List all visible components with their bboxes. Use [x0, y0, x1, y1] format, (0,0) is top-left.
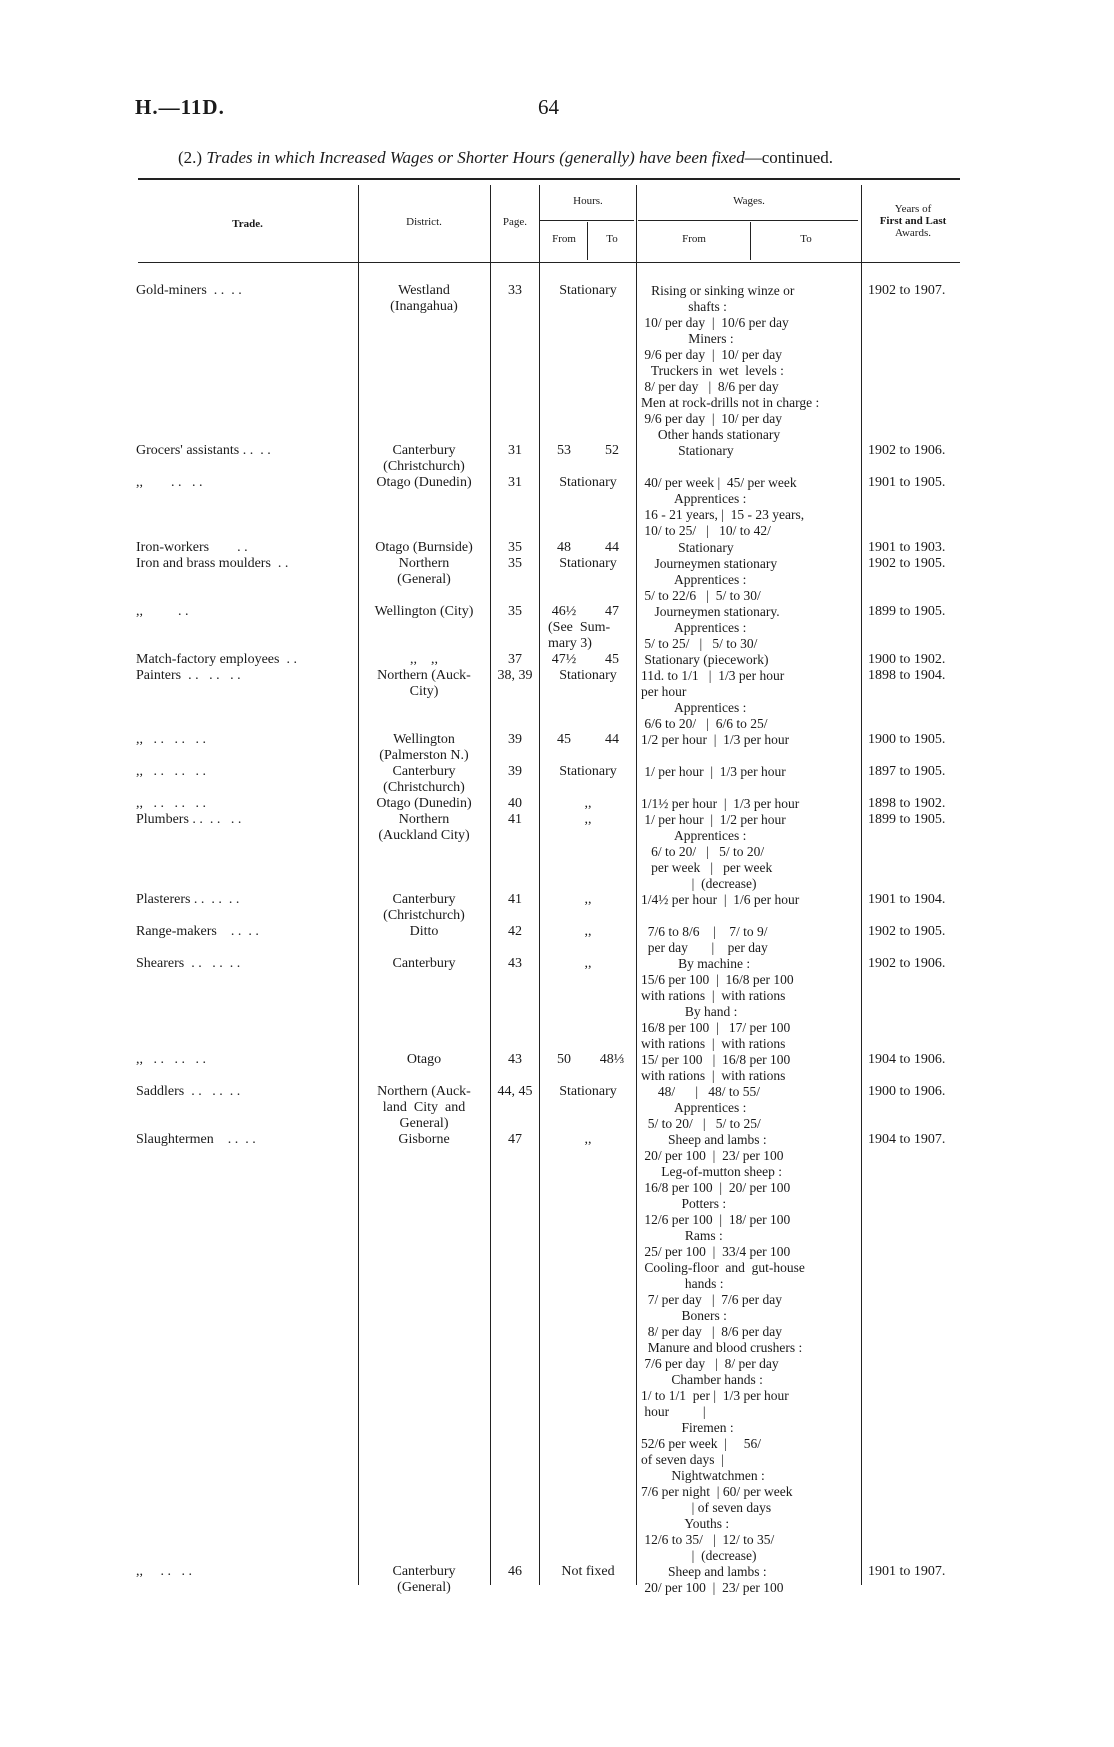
page-cell: 40: [508, 796, 522, 811]
district-cell: Ditto: [409, 924, 439, 939]
hours-to-cell: 44: [605, 540, 619, 555]
trade-cell: ,, . . . . . .: [136, 732, 206, 747]
header-years: [863, 203, 963, 239]
header-hours: Hours.: [573, 195, 603, 207]
wages-cell: 48/ | 48/ to 55/ Apprentices : 5/ to 20/ | 5/ to 25/: [647, 1084, 761, 1131]
hours-cell: ,,: [584, 956, 592, 971]
trade-cell: Shearers . . . . . .: [136, 956, 241, 971]
page-cell: 41: [508, 892, 522, 907]
district-cell: Gisborne: [398, 1132, 450, 1147]
header-years-line1: Years of: [894, 203, 932, 215]
wages-cell: 1/1½ per hour | 1/3 per hour: [641, 796, 800, 811]
years-cell: 1902 to 1905.: [868, 924, 946, 939]
hours-cell: Stationary: [559, 1084, 617, 1099]
district-cell: Northern (Auck- land City and General): [377, 1084, 471, 1131]
trade-cell: ,, . . . . . .: [136, 796, 206, 811]
page-cell: 46: [508, 1564, 522, 1579]
document-code: H.—11D.: [135, 95, 225, 119]
wages-cell: 1/4½ per hour | 1/6 per hour: [641, 892, 800, 907]
col-rule-4: [636, 185, 637, 1585]
wages-split-rule: [750, 222, 751, 260]
trade-cell: Iron and brass moulders . .: [136, 556, 289, 571]
page-cell: 35: [508, 540, 522, 555]
page-number: 64: [538, 95, 559, 119]
trade-cell: Iron-workers . .: [136, 540, 248, 555]
wages-cell: 1/2 per hour | 1/3 per hour: [641, 732, 790, 747]
district-cell: Wellington (Palmerston N.): [379, 732, 469, 763]
wages-cell: Stationary: [641, 443, 734, 458]
hours-cell: Stationary: [559, 475, 617, 490]
district-cell: Westland (Inangahua): [390, 283, 458, 314]
hours-from-cell: 50: [557, 1052, 571, 1067]
header-years-line3: Awards.: [895, 227, 931, 239]
hours-note-cell: (See Sum- mary 3): [548, 620, 611, 651]
years-cell: 1901 to 1905.: [868, 475, 946, 490]
page-cell: 33: [508, 283, 522, 298]
district-cell: Canterbury: [392, 956, 456, 971]
header-wages-from: From: [682, 233, 706, 245]
wages-cell: 1/ per hour | 1/3 per hour: [641, 764, 786, 779]
wages-cell: Journeymen stationary. Apprentices : 5/ to 25/ | 5/ to 30/: [644, 604, 780, 651]
page-cell: 39: [508, 732, 522, 747]
years-cell: 1901 to 1907.: [868, 1564, 946, 1579]
wages-cell: Sheep and lambs : 20/ per 100 | 23/ per 100: [644, 1564, 784, 1595]
hours-cell: ,,: [584, 892, 592, 907]
hours-cell: Stationary: [559, 764, 617, 779]
page-cell: 42: [508, 924, 522, 939]
col-rule-5: [861, 185, 862, 1585]
wages-cell: Stationary: [641, 540, 734, 555]
page-cell: 43: [508, 956, 522, 971]
trade-cell: Painters . . . . . .: [136, 668, 241, 683]
hours-cell: ,,: [584, 1132, 592, 1147]
district-cell: Wellington (City): [374, 604, 474, 619]
years-cell: 1902 to 1906.: [868, 956, 946, 971]
district-cell: Northern (Auck- City): [377, 668, 471, 699]
hours-cell: Stationary: [559, 668, 617, 683]
district-cell: Otago: [406, 1052, 442, 1067]
trade-cell: Range-makers . . . .: [136, 924, 259, 939]
title-italic: Trades in which Increased Wages or Shorter Hours (generally) have been fixed: [206, 148, 745, 167]
header-hours-from: From: [552, 233, 576, 245]
hours-to-cell: 44: [605, 732, 619, 747]
header-wages-to: To: [800, 233, 812, 245]
hours-cell: Stationary: [559, 283, 617, 298]
title-suffix: —continued.: [744, 148, 834, 167]
wages-cell: 40/ per week | 45/ per week Apprentices : 16 - 21 years, | 15 - 23 years, 10/ to 25/ | 10/ to 42/: [644, 475, 805, 538]
trade-cell: Saddlers . . . . . .: [136, 1084, 241, 1099]
hours-from-cell: 47½: [551, 652, 577, 667]
years-cell: 1900 to 1906.: [868, 1084, 946, 1099]
page-cell: 31: [508, 443, 522, 458]
col-rule-3: [539, 185, 540, 1585]
wages-cell: By machine : 15/6 per 100 | 16/8 per 100 with rations | with rations By hand : 16/8 per 100 | 17/ per 100 with rations | with rations: [641, 956, 794, 1051]
trade-cell: Grocers' assistants . . . .: [136, 443, 271, 458]
trade-cell: Gold-miners . . . .: [136, 283, 242, 298]
col-rule-1: [358, 185, 359, 1585]
years-cell: 1904 to 1906.: [868, 1052, 946, 1067]
page-cell: 37: [508, 652, 522, 667]
wages-cell: Rising or sinking winze or shafts : 10/ per day | 10/6 per day Miners : 9/6 per day | 10/ per day Truckers in wet levels : 8/ per day | 8/6 per day Men at rock-drills not in charge : 9/6 per day | 10/ per day Other hands stationary: [641, 283, 820, 442]
years-cell: 1902 to 1905.: [868, 556, 946, 571]
hours-from-cell: 53: [557, 443, 571, 458]
years-cell: 1904 to 1907.: [868, 1132, 946, 1147]
hours-from-cell: 46½: [551, 604, 577, 619]
district-cell: Otago (Burnside): [375, 540, 473, 555]
district-cell: Canterbury (General): [392, 1564, 456, 1595]
trade-cell: Plasterers . . . . . .: [136, 892, 240, 907]
trade-cell: Slaughtermen . . . .: [136, 1132, 256, 1147]
trade-cell: ,, . . . . . .: [136, 764, 206, 779]
col-rule-2: [490, 185, 491, 1585]
table-top-rule: [138, 178, 960, 180]
years-cell: 1899 to 1905.: [868, 812, 946, 827]
district-cell: Canterbury (Christchurch): [383, 892, 465, 923]
hours-to-cell: 45: [605, 652, 619, 667]
district-cell: ,, ,,: [410, 652, 438, 667]
hours-to-cell: 52: [605, 443, 619, 458]
district-cell: Northern (General): [397, 556, 451, 587]
header-years-line2: First and Last: [879, 215, 947, 227]
years-cell: 1902 to 1906.: [868, 443, 946, 458]
district-cell: Otago (Dunedin): [376, 796, 472, 811]
hours-subrule: [540, 220, 634, 221]
hours-cell: ,,: [584, 924, 592, 939]
page-cell: 31: [508, 475, 522, 490]
page-cell: 38, 39: [497, 668, 533, 683]
header-hours-to: To: [606, 233, 618, 245]
years-cell: 1897 to 1905.: [868, 764, 946, 779]
district-cell: Otago (Dunedin): [376, 475, 472, 490]
trade-cell: ,, . .: [136, 604, 189, 619]
hours-to-cell: 47: [605, 604, 619, 619]
page-cell: 47: [508, 1132, 522, 1147]
trade-cell: ,, . . . . . .: [136, 1052, 206, 1067]
years-cell: 1901 to 1904.: [868, 892, 946, 907]
page-cell: 39: [508, 764, 522, 779]
years-cell: 1901 to 1903.: [868, 540, 946, 555]
title-prefix: (2.): [178, 148, 207, 167]
years-cell: 1899 to 1905.: [868, 604, 946, 619]
page-cell: 35: [508, 556, 522, 571]
wages-cell: 15/ per 100 | 16/8 per 100 with rations | with rations: [641, 1052, 791, 1083]
trade-cell: ,, . . . .: [136, 1564, 192, 1579]
header-trade: Trade.: [232, 218, 263, 230]
hours-cell: Stationary: [559, 556, 617, 571]
wages-cell: 1/ per hour | 1/2 per hour Apprentices : 6/ to 20/ | 5/ to 20/ per week | per week | (decrease): [644, 812, 786, 891]
trade-cell: ,, . . . .: [136, 475, 203, 490]
wages-cell: Stationary (piecework): [641, 652, 769, 667]
hours-split-rule: [587, 222, 588, 260]
wages-cell: 7/6 to 8/6 | 7/ to 9/ per day | per day: [647, 924, 768, 955]
trade-cell: Plumbers . . . . . .: [136, 812, 242, 827]
page-cell: 35: [508, 604, 522, 619]
trade-cell: Match-factory employees . .: [136, 652, 297, 667]
wages-cell: Sheep and lambs : 20/ per 100 | 23/ per 100 Leg-of-mutton sheep : 16/8 per 100 | 20/ per 100 Potters : 12/6 per 100 | 18/ per 100 Rams : 25/ per 100 | 33/4 per 100 Cooling-floor and gut-house hands : 7/ per day | 7/6 per day Boners : 8/ per day | 8/6 per day Manure and blood crushers : 7/6 per day | 8/ per day Chamber hands : 1/ to 1/1 per | 1/3 per hour hour | Firemen : 52/6 per week | 56/ of seven days | Nightwatchmen : 7/6 per night | 60/ per week | of seven days Youths : 12/6 to 35/ | 12/ to 35/ | (decrease): [641, 1132, 805, 1563]
hours-from-cell: 45: [557, 732, 571, 747]
wages-cell: Journeymen stationary Apprentices : 5/ to 22/6 | 5/ to 30/: [644, 556, 778, 603]
hours-cell: ,,: [584, 812, 592, 827]
header-district: District.: [406, 216, 442, 228]
page-cell: 43: [508, 1052, 522, 1067]
wages-subrule: [638, 220, 858, 221]
section-title: [178, 148, 833, 168]
years-cell: 1900 to 1902.: [868, 652, 946, 667]
hours-cell: Not fixed: [561, 1564, 615, 1579]
district-cell: Canterbury (Christchurch): [383, 764, 465, 795]
hours-cell: ,,: [584, 796, 592, 811]
hours-to-cell: 48⅓: [599, 1052, 625, 1067]
header-wages: Wages.: [733, 195, 765, 207]
page-cell: 41: [508, 812, 522, 827]
header-page: Page.: [502, 216, 528, 228]
years-cell: 1902 to 1907.: [868, 283, 946, 298]
table-header-bottom-rule: [138, 262, 960, 263]
years-cell: 1898 to 1904.: [868, 668, 946, 683]
page-cell: 44, 45: [497, 1084, 533, 1099]
district-cell: Canterbury (Christchurch): [383, 443, 465, 474]
wages-cell: 11d. to 1/1 | 1/3 per hour per hour Apprentices : 6/6 to 20/ | 6/6 to 25/: [641, 668, 785, 731]
district-cell: Northern (Auckland City): [378, 812, 470, 843]
years-cell: 1898 to 1902.: [868, 796, 946, 811]
hours-from-cell: 48: [557, 540, 571, 555]
years-cell: 1900 to 1905.: [868, 732, 946, 747]
